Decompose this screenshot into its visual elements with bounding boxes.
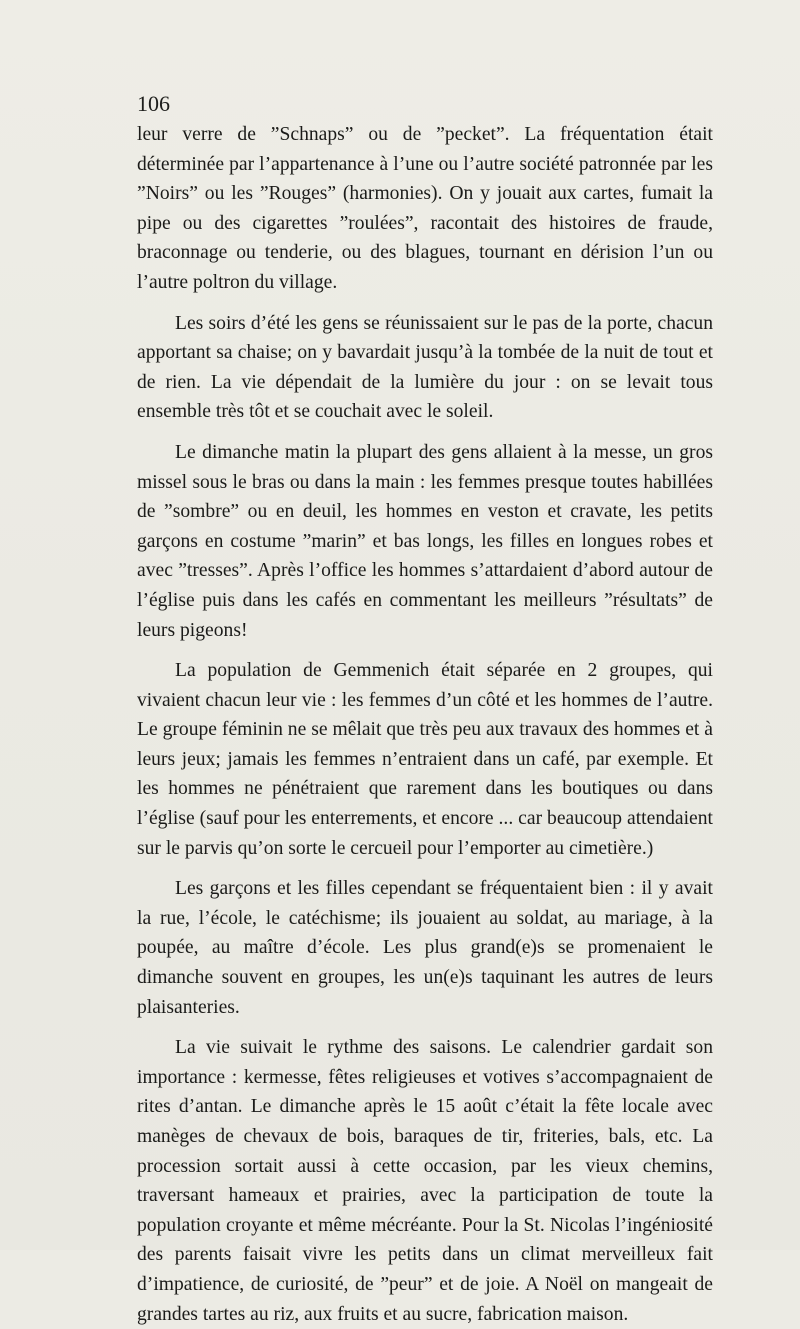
page-number: 106 <box>137 91 170 116</box>
paragraph-3: Le dimanche matin la plupart des gens allaient à la messe, un gros missel sous le bras ou dans la main : les femmes presque toutes habillées de ”sombre” ou en deuil, les hommes en veston et cravate, les petits garçons en costume ”marin” et bas longs, les filles en longues robes et avec ”tresses”. Après l’office les hommes s’attardaient d’abord autour de l’église puis dans les cafés en commentant les meilleurs ”résultats” de leurs pigeons! <box>137 441 713 641</box>
body-text <box>137 120 713 1329</box>
paragraph-6: La vie suivait le rythme des saisons. Le calendrier gardait son importance : kermesse, fêtes religieuses et votives s’accompagnaient de rites d’antan. Le dimanche après le 15 août c’était la fête locale avec manèges de chevaux de bois, baraques de tir, friteries, bals, etc. La procession sortait aussi à cette occasion, par les vieux chemins, traversant hameaux et prairies, avec la participation de toute la population croyante et même mécréante. Pour la St. Nicolas l’ingéniosité des parents faisait vivre les petits dans un climat merveilleux fait d’impatience, de curiosité, de ”peur” et de joie. A Noël on mangeait de grandes tartes au riz, aux fruits et au sucre, fabrication maison. <box>137 1037 713 1325</box>
paragraph-4: La population de Gemmenich était séparée en 2 groupes, qui vivaient chacun leur vie : les femmes d’un côté et les hommes de l’autre. Le groupe féminin ne se mêlait que très peu aux travaux des hommes et à leurs jeux; jamais les femmes n’entraient dans un café, par exemple. Et les hommes ne pénétraient que rarement dans les boutiques ou dans l’église (sauf pour les enterrements, et encore ... car beaucoup attendaient sur le parvis qu’on sorte le cercueil pour l’emporter au cimetière.) <box>137 660 713 859</box>
paragraph-5: Les garçons et les filles cependant se fréquentaient bien : il y avait la rue, l’école, le catéchisme; ils jouaient au soldat, au mariage, à la poupée, au maître d’école. Les plus grand(e)s se promenaient le dimanche souvent en groupes, les un(e)s taquinant les autres de leurs plaisanteries. <box>137 878 713 1018</box>
paragraph-1: leur verre de ”Schnaps” ou de ”pecket”. La fréquentation était déterminée par l’appartenance à l’une ou l’autre société patronnée par les ”Noirs” ou les ”Rouges” (harmonies). On y jouait aux cartes, fumait la pipe ou des cigarettes ”roulées”, racontait des histoires de fraude, braconnage ou tenderie, ou des blagues, tournant en dérision l’un ou l’autre poltron du village. <box>137 124 713 293</box>
paragraph-2: Les soirs d’été les gens se réunissaient sur le pas de la porte, chacun apportant sa chaise; on y bavardait jusqu’à la tombée de la nuit de tout et de rien. La vie dépendait de la lumière du jour : on se levait tous ensemble très tôt et se couchait avec le soleil. <box>137 312 713 423</box>
